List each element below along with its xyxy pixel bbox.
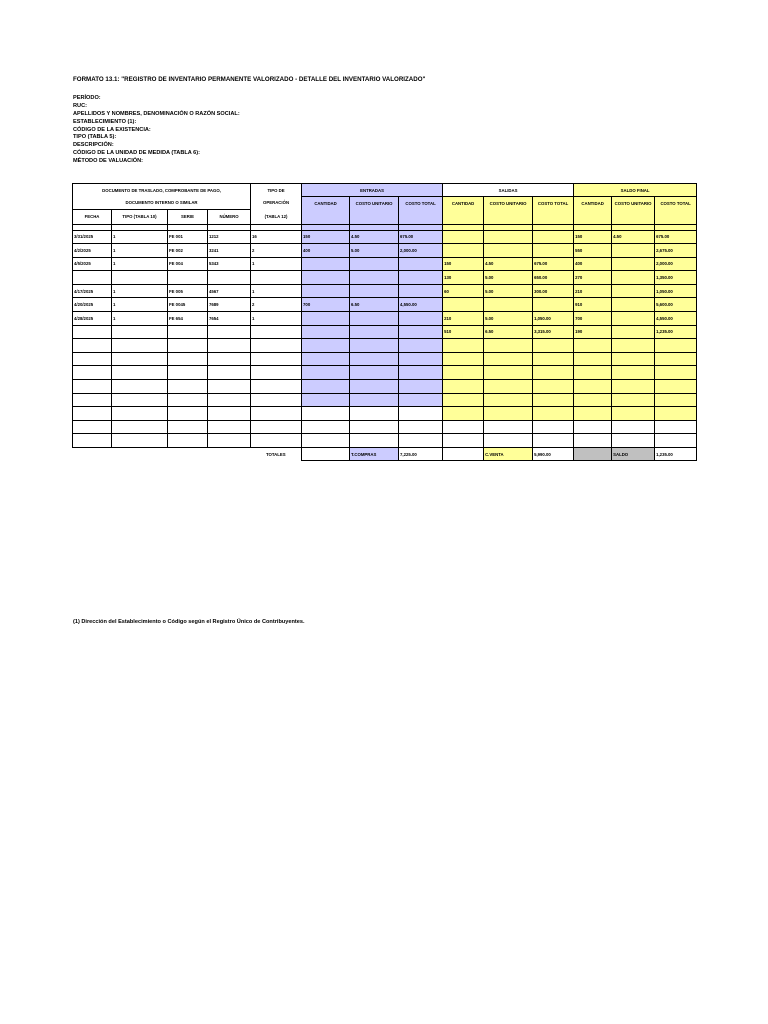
cell-f-cu (612, 393, 655, 407)
cell-e-cu (350, 380, 399, 394)
cell-e-cant: 700 (302, 298, 350, 312)
cell-f-cu (612, 284, 655, 298)
cell-e-cant (302, 352, 350, 366)
cell-e-cant (302, 284, 350, 298)
cell-serie (168, 325, 208, 339)
cell-op: 1 (251, 257, 302, 271)
cell-s-ct (533, 298, 574, 312)
cell-e-cu (350, 352, 399, 366)
table-row (73, 271, 697, 285)
cell-s-cu (484, 230, 533, 244)
cell-numero (208, 325, 251, 339)
table-row (73, 339, 697, 353)
cell-e-cant: 400 (302, 244, 350, 258)
cell-f-ct: 1,235.00 (655, 325, 697, 339)
cell-s-ct (533, 366, 574, 380)
cell-op: 16 (251, 230, 302, 244)
cell-tipo (112, 325, 168, 339)
cell-s-cant (443, 407, 484, 421)
cell-serie (168, 434, 208, 448)
op-type-header: TIPO DE (251, 184, 302, 197)
footnote: (1) Dirección del Establecimiento o Código según el Registro Único de Contribuyentes. (73, 619, 305, 625)
cell-s-cu (484, 352, 533, 366)
cell-f-cu (612, 352, 655, 366)
cell-e-ct (399, 325, 443, 339)
cell-s-cant (443, 298, 484, 312)
cell-e-cant (302, 393, 350, 407)
cell-op (251, 366, 302, 380)
final-cantidad-header: CANTIDAD (574, 197, 612, 210)
totals-label: TOTALES (265, 451, 286, 457)
cell-op (251, 339, 302, 353)
cell-s-cant: 510 (443, 325, 484, 339)
cell-op: 2 (251, 244, 302, 258)
cell-serie (168, 393, 208, 407)
entradas-costo-total-header: COSTO TOTAL (399, 197, 443, 210)
cell-numero: 7689 (208, 298, 251, 312)
cell-e-cant (302, 407, 350, 421)
cell-op (251, 325, 302, 339)
cell-e-ct (399, 257, 443, 271)
saldo-value: 1,235.00 (655, 448, 697, 461)
cell-numero (208, 407, 251, 421)
cell-e-cu (350, 257, 399, 271)
cell-s-cu (484, 420, 533, 434)
table-row (73, 420, 697, 434)
header-row-1 (73, 184, 697, 197)
cell-f-cu (612, 312, 655, 326)
cell-s-cant (443, 352, 484, 366)
cell-numero (208, 380, 251, 394)
cell-e-cant (302, 420, 350, 434)
cell-e-cant (302, 380, 350, 394)
table-row (73, 434, 697, 448)
cell-serie: FE 004 (168, 257, 208, 271)
doc-group-header-2: DOCUMENTO INTERNO O SIMILAR (73, 197, 251, 210)
cell-e-cu: 5.00 (350, 244, 399, 258)
cell-s-cu: 5.00 (484, 271, 533, 285)
cell-s-cant (443, 434, 484, 448)
cell-s-cant (443, 244, 484, 258)
cell-numero: 1212 (208, 230, 251, 244)
cell-s-ct (533, 352, 574, 366)
cell-serie: FE 001 (168, 230, 208, 244)
cell-s-cu (484, 393, 533, 407)
cell-f-cant: 700 (574, 312, 612, 326)
cell-s-cant (443, 420, 484, 434)
cell-fecha: 3/31/2025 (73, 230, 112, 244)
cell-e-ct (399, 393, 443, 407)
cell-f-ct (655, 420, 697, 434)
cell-e-ct (399, 366, 443, 380)
cell-s-cu: 5.00 (484, 312, 533, 326)
cell-serie (168, 271, 208, 285)
cell-f-cant (574, 366, 612, 380)
cell-tipo: 1 (112, 257, 168, 271)
cell-tipo: 1 (112, 284, 168, 298)
cell-e-ct (399, 380, 443, 394)
cell-fecha (73, 407, 112, 421)
cell-s-ct (533, 407, 574, 421)
cell-f-cu (612, 380, 655, 394)
cell-f-cant (574, 393, 612, 407)
cell-fecha (73, 366, 112, 380)
cell-serie: FE 0045 (168, 298, 208, 312)
cell-fecha (73, 339, 112, 353)
cell-s-ct (533, 339, 574, 353)
cell-tipo (112, 366, 168, 380)
cell-s-cu: 6.50 (484, 325, 533, 339)
cell-e-cu (350, 325, 399, 339)
costo-venta-label: C.VENTA (484, 448, 533, 461)
cell-numero (208, 352, 251, 366)
cell-s-cant (443, 339, 484, 353)
cell-e-cu (350, 393, 399, 407)
cell-numero (208, 271, 251, 285)
cell-serie (168, 420, 208, 434)
cell-f-cant (574, 407, 612, 421)
table-row (73, 312, 697, 326)
cell-e-ct: 2,000.00 (399, 244, 443, 258)
cell-e-ct (399, 352, 443, 366)
cell-e-cu (350, 407, 399, 421)
cell-s-ct: 1,050.00 (533, 312, 574, 326)
cell-s-cu (484, 434, 533, 448)
cell-f-ct (655, 393, 697, 407)
cell-e-cu (350, 284, 399, 298)
cell-e-ct (399, 434, 443, 448)
cell-fecha: 4/5/2025 (73, 257, 112, 271)
cell-f-cu (612, 298, 655, 312)
cell-f-cu (612, 271, 655, 285)
entradas-costo-unitario-header: COSTO UNITARIO (350, 197, 399, 210)
saldo-label: SALDO (612, 448, 655, 461)
cell-s-ct (533, 393, 574, 407)
cell-e-cant (302, 271, 350, 285)
cell-numero: 3241 (208, 244, 251, 258)
cell-e-cu: 6.50 (350, 298, 399, 312)
salidas-header: SALIDAS (443, 184, 574, 197)
company-name-label: APELLIDOS Y NOMBRES, DENOMINACIÓN O RAZÓN SOCIAL: (73, 110, 240, 117)
document-title: FORMATO 13.1: "REGISTRO DE INVENTARIO PERMANENTE VALORIZADO - DETALLE DEL INVENTARIO VALORIZADO" (73, 76, 426, 83)
table-row (73, 380, 697, 394)
cell-e-ct (399, 339, 443, 353)
cell-e-cant: 150 (302, 230, 350, 244)
table-row (73, 366, 697, 380)
cell-e-cu (350, 420, 399, 434)
final-costo-total-header: COSTO TOTAL (655, 197, 697, 210)
cell-s-cu (484, 407, 533, 421)
cell-f-cu (612, 339, 655, 353)
cell-f-ct (655, 352, 697, 366)
cell-f-cant: 210 (574, 284, 612, 298)
cell-f-cu (612, 325, 655, 339)
cell-f-cant (574, 420, 612, 434)
cell-e-ct (399, 420, 443, 434)
table-row (73, 244, 697, 258)
cell-fecha (73, 325, 112, 339)
entradas-cantidad-header: CANTIDAD (302, 197, 350, 210)
cell-e-ct (399, 407, 443, 421)
cell-f-ct (655, 434, 697, 448)
numero-header: NÚMERO (208, 209, 251, 224)
cell-f-cu (612, 420, 655, 434)
unit-code-label: CÓDIGO DE LA UNIDAD DE MEDIDA (TABLA 6): (73, 150, 200, 157)
cell-numero (208, 420, 251, 434)
cell-s-cu (484, 244, 533, 258)
cell-op: 1 (251, 312, 302, 326)
cell-fecha (73, 271, 112, 285)
costo-venta-value: 5,990.00 (533, 448, 574, 461)
cell-fecha (73, 420, 112, 434)
cell-numero: 4567 (208, 284, 251, 298)
cell-f-cu (612, 407, 655, 421)
op-type-header-2: OPERACIÓN (251, 197, 302, 210)
cell-op (251, 352, 302, 366)
cell-serie: FE 002 (168, 244, 208, 258)
doc-group-header: DOCUMENTO DE TRASLADO, COMPROBANTE DE PAGO, (73, 184, 251, 197)
cell-f-ct: 1,350.00 (655, 271, 697, 285)
cell-numero (208, 366, 251, 380)
cell-s-cant: 60 (443, 284, 484, 298)
cell-e-cant (302, 325, 350, 339)
establishment-label: ESTABLECIMIENTO (1): (73, 118, 137, 125)
cell-e-cu (350, 339, 399, 353)
cell-fecha (73, 434, 112, 448)
cell-f-cant: 150 (574, 230, 612, 244)
cell-s-cant (443, 380, 484, 394)
cell-s-cant (443, 230, 484, 244)
totals-row (73, 448, 697, 461)
cell-f-cant: 190 (574, 325, 612, 339)
period-label: PERÍODO: (73, 95, 101, 101)
cell-op: 1 (251, 284, 302, 298)
cell-s-ct: 300.00 (533, 284, 574, 298)
cell-op (251, 407, 302, 421)
cell-f-ct (655, 339, 697, 353)
salidas-cantidad-header: CANTIDAD (443, 197, 484, 210)
cell-op (251, 393, 302, 407)
cell-op: 2 (251, 298, 302, 312)
valuation-method-label: MÉTODO DE VALUACIÓN: (73, 158, 144, 165)
cell-s-cu: 4.50 (484, 257, 533, 271)
cell-numero: 7654 (208, 312, 251, 326)
cell-e-ct: 4,550.00 (399, 298, 443, 312)
cell-s-cant (443, 366, 484, 380)
item-type-label: TIPO (TABLA 5): (73, 134, 117, 141)
cell-e-cu (350, 366, 399, 380)
cell-e-cant (302, 366, 350, 380)
cell-numero (208, 393, 251, 407)
cell-numero: 5343 (208, 257, 251, 271)
table-row (73, 407, 697, 421)
cell-serie (168, 380, 208, 394)
cell-s-cu (484, 339, 533, 353)
cell-s-ct (533, 244, 574, 258)
cell-op (251, 420, 302, 434)
cell-f-ct (655, 366, 697, 380)
cell-op (251, 434, 302, 448)
cell-f-cant: 270 (574, 271, 612, 285)
cell-e-cu: 4.50 (350, 230, 399, 244)
cell-f-ct: 5,600.00 (655, 298, 697, 312)
cell-s-ct (533, 434, 574, 448)
saldo-final-header: SALDO FINAL (574, 184, 697, 197)
cell-tipo: 1 (112, 244, 168, 258)
header-row-3 (73, 209, 697, 224)
cell-f-cu: 4.50 (612, 230, 655, 244)
cell-f-ct (655, 407, 697, 421)
cell-tipo (112, 352, 168, 366)
total-compras-value: 7,225.00 (399, 448, 443, 461)
header-row-2 (73, 197, 697, 210)
serie-header: SERIE (168, 209, 208, 224)
table-row (73, 257, 697, 271)
cell-s-cu (484, 298, 533, 312)
cell-e-cu (350, 312, 399, 326)
cell-fecha: 4/17/2025 (73, 284, 112, 298)
cell-tipo: 1 (112, 298, 168, 312)
cell-e-cant (302, 257, 350, 271)
cell-fecha (73, 393, 112, 407)
cell-s-ct (533, 230, 574, 244)
cell-e-cant (302, 312, 350, 326)
cell-tipo (112, 434, 168, 448)
cell-f-cant: 400 (574, 257, 612, 271)
cell-tipo (112, 407, 168, 421)
ruc-label: RUC: (73, 102, 87, 109)
cell-serie: FE 005 (168, 284, 208, 298)
salidas-costo-total-header: COSTO TOTAL (533, 197, 574, 210)
table-row (73, 230, 697, 244)
cell-s-ct: 675.00 (533, 257, 574, 271)
cell-e-ct (399, 271, 443, 285)
cell-f-ct: 2,000.00 (655, 257, 697, 271)
cell-f-cant (574, 352, 612, 366)
description-label: DESCRIPCIÓN: (73, 142, 114, 149)
cell-op (251, 380, 302, 394)
cell-tipo: 1 (112, 230, 168, 244)
cell-f-cu (612, 366, 655, 380)
cell-fecha (73, 380, 112, 394)
cell-s-ct (533, 420, 574, 434)
cell-f-cu (612, 244, 655, 258)
table-body (73, 230, 697, 448)
cell-e-ct (399, 312, 443, 326)
table-row (73, 325, 697, 339)
cell-s-ct: 3,315.00 (533, 325, 574, 339)
tipo-tabla10-header: TIPO (TABLA 10) (112, 209, 168, 224)
table-row (73, 298, 697, 312)
cell-fecha: 4/20/2025 (73, 298, 112, 312)
cell-e-cant (302, 339, 350, 353)
op-type-header-3: (TABLA 12) (251, 209, 302, 224)
cell-e-cu (350, 434, 399, 448)
cell-s-cu (484, 380, 533, 394)
cell-e-cant (302, 434, 350, 448)
cell-f-ct: 1,050.00 (655, 284, 697, 298)
cell-s-ct: 650.00 (533, 271, 574, 285)
cell-s-cant: 210 (443, 312, 484, 326)
cell-fecha (73, 352, 112, 366)
salidas-costo-unitario-header: COSTO UNITARIO (484, 197, 533, 210)
total-compras-label: T.COMPRAS (350, 448, 399, 461)
cell-serie (168, 352, 208, 366)
entradas-header: ENTRADAS (302, 184, 443, 197)
cell-s-cant (443, 393, 484, 407)
cell-tipo (112, 380, 168, 394)
cell-s-cu (484, 366, 533, 380)
cell-s-ct (533, 380, 574, 394)
item-code-label: CÓDIGO DE LA EXISTENCIA: (73, 126, 151, 133)
cell-s-cu: 5.00 (484, 284, 533, 298)
cell-e-cu (350, 271, 399, 285)
cell-tipo (112, 393, 168, 407)
cell-e-ct (399, 284, 443, 298)
cell-fecha: 4/2/2025 (73, 244, 112, 258)
cell-f-cant (574, 380, 612, 394)
cell-serie (168, 407, 208, 421)
header-fields (73, 95, 240, 166)
cell-f-cant (574, 339, 612, 353)
cell-serie (168, 366, 208, 380)
cell-f-ct: 4,550.00 (655, 312, 697, 326)
cell-tipo (112, 271, 168, 285)
cell-tipo (112, 339, 168, 353)
cell-f-ct: 2,675.00 (655, 244, 697, 258)
cell-fecha: 4/28/2025 (73, 312, 112, 326)
cell-s-cant: 130 (443, 271, 484, 285)
cell-f-cant: 550 (574, 244, 612, 258)
cell-f-cant (574, 434, 612, 448)
inventory-table (72, 183, 697, 461)
cell-tipo: 1 (112, 312, 168, 326)
cell-op (251, 271, 302, 285)
cell-numero (208, 339, 251, 353)
fecha-header: FECHA (73, 209, 112, 224)
cell-f-ct (655, 380, 697, 394)
table-row (73, 284, 697, 298)
cell-serie (168, 339, 208, 353)
cell-numero (208, 434, 251, 448)
cell-f-cant: 910 (574, 298, 612, 312)
table-row (73, 393, 697, 407)
table-row (73, 352, 697, 366)
cell-f-cu (612, 434, 655, 448)
cell-f-ct: 675.00 (655, 230, 697, 244)
cell-tipo (112, 420, 168, 434)
cell-f-cu (612, 257, 655, 271)
cell-s-cant: 150 (443, 257, 484, 271)
cell-e-ct: 675.00 (399, 230, 443, 244)
final-costo-unitario-header: COSTO UNITARIO (612, 197, 655, 210)
cell-serie: FE 654 (168, 312, 208, 326)
